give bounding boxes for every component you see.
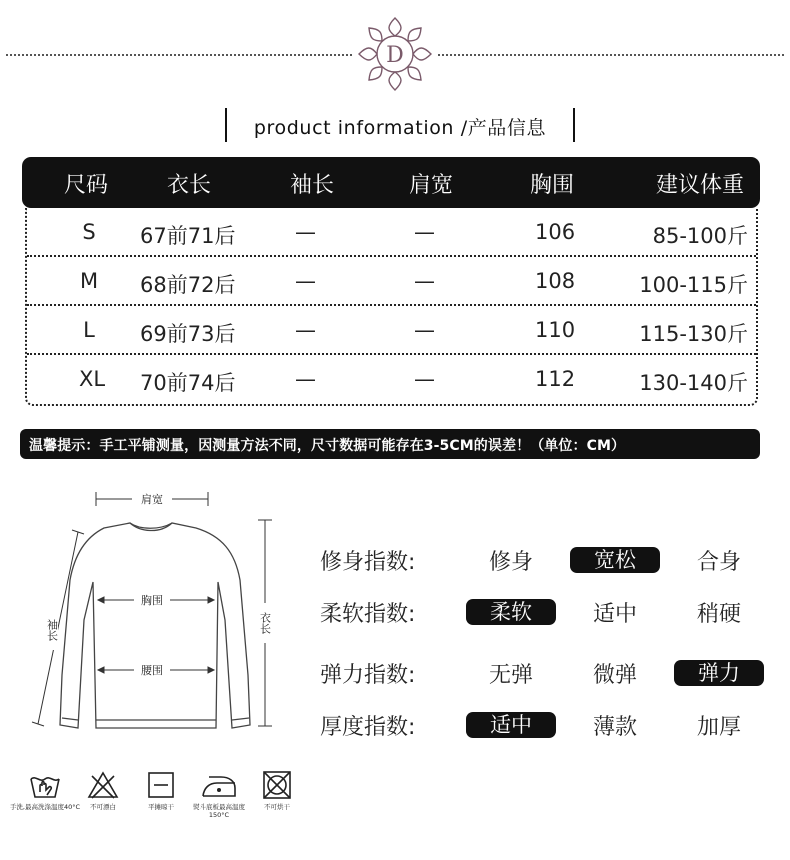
cell-shoulder: — — [414, 318, 435, 342]
softness-index — [320, 595, 770, 629]
divider-left — [6, 54, 352, 56]
chest-arrow-right — [208, 597, 214, 603]
col-sleeve: 袖长 — [290, 173, 335, 198]
col-length: 衣长 — [167, 173, 212, 198]
cell-size: M — [79, 269, 99, 293]
fit-index-label: 修身指数: — [320, 550, 416, 575]
care-caption: 熨斗底板最高温度150°C — [193, 803, 245, 819]
thickness-option-thin: 薄款 — [592, 715, 637, 740]
heading-text: product information /产品信息 — [253, 117, 547, 139]
softness-option-soft: 柔软 — [466, 599, 556, 625]
cell-sleeve: — — [295, 367, 316, 391]
elasticity-option-slight: 微弹 — [592, 663, 637, 688]
garment-outline — [60, 523, 250, 728]
garment-diagram — [0, 470, 300, 760]
label-sleeve: 袖长 — [45, 619, 59, 641]
care-caption: 不可烘干 — [264, 803, 290, 811]
thickness-index-label: 厚度指数: — [320, 715, 416, 740]
thickness-index — [320, 708, 770, 742]
cell-chest: 112 — [535, 367, 576, 391]
elasticity-index-label: 弹力指数: — [320, 663, 416, 688]
cell-chest: 106 — [535, 220, 576, 244]
no-tumble-dry-icon — [260, 770, 294, 800]
thickness-option-thick: 加厚 — [696, 715, 741, 740]
cell-shoulder: — — [414, 220, 435, 244]
iron-low-icon — [199, 770, 239, 800]
cell-length: 69前73后 — [140, 322, 236, 346]
table-row — [27, 355, 756, 404]
fit-index — [320, 543, 770, 577]
hand-wash-icon — [28, 770, 62, 800]
garment-cuff-left — [62, 718, 78, 720]
size-table-body — [25, 208, 758, 406]
cell-length: 67前71后 — [140, 224, 236, 248]
cell-size: XL — [79, 367, 106, 391]
col-weight: 建议体重 — [655, 173, 744, 198]
logo-letter: D — [386, 43, 404, 68]
thickness-option-medium: 适中 — [466, 712, 556, 738]
waist-arrow-right — [208, 667, 214, 673]
cell-sleeve: — — [295, 220, 316, 244]
cell-weight: 100-115斤 — [639, 273, 748, 297]
label-length: 衣长 — [258, 612, 272, 634]
fit-option-loose: 宽松 — [570, 547, 660, 573]
cell-size: S — [82, 220, 96, 244]
label-waist: 腰围 — [141, 664, 163, 677]
care-caption: 不可漂白 — [90, 803, 116, 811]
cell-shoulder: — — [414, 269, 435, 293]
no-bleach-icon — [86, 770, 120, 800]
cell-chest: 108 — [535, 269, 576, 293]
table-row — [27, 306, 756, 355]
fit-option-regular: 合身 — [696, 550, 741, 575]
elasticity-option-none: 无弹 — [488, 663, 533, 688]
cell-length: 70前74后 — [140, 371, 236, 395]
cell-weight: 130-140斤 — [639, 371, 748, 395]
section-heading — [225, 108, 575, 142]
heading-bar-right — [573, 108, 575, 142]
cell-sleeve: — — [295, 269, 316, 293]
label-chest: 胸围 — [141, 594, 163, 607]
care-caption: 平摊晾干 — [148, 803, 174, 811]
elasticity-index — [320, 656, 770, 690]
table-row — [27, 208, 756, 257]
fit-option-slim: 修身 — [488, 550, 533, 575]
size-table-header — [22, 157, 760, 208]
cell-shoulder: — — [414, 367, 435, 391]
chest-arrow-left — [98, 597, 104, 603]
cell-size: L — [83, 318, 95, 342]
softness-index-label: 柔软指数: — [320, 602, 416, 627]
care-caption: 手洗,最高洗涤温度40°C — [9, 803, 81, 811]
elasticity-option-stretch: 弹力 — [674, 660, 764, 686]
col-chest: 胸围 — [530, 173, 575, 198]
cell-sleeve: — — [295, 318, 316, 342]
label-shoulder: 肩宽 — [141, 493, 163, 506]
softness-option-firm: 稍硬 — [696, 602, 741, 627]
garment-cuff-right — [232, 718, 249, 720]
col-size: 尺码 — [64, 173, 109, 198]
brand-logo-icon — [353, 12, 437, 96]
col-shoulder: 肩宽 — [409, 173, 454, 198]
cell-weight: 85-100斤 — [652, 224, 748, 248]
waist-arrow-left — [98, 667, 104, 673]
dry-flat-icon — [144, 770, 178, 800]
divider-right — [438, 54, 784, 56]
cell-weight: 115-130斤 — [639, 322, 748, 346]
care-no-tumble-dry — [241, 770, 313, 811]
measurement-notice: 温馨提示：手工平铺测量，因测量方法不同，尺寸数据可能存在3-5CM的误差！（单位：CM） — [20, 429, 760, 459]
table-row — [27, 257, 756, 306]
cell-chest: 110 — [535, 318, 576, 342]
cell-length: 68前72后 — [140, 273, 236, 297]
softness-option-medium: 适中 — [592, 602, 637, 627]
